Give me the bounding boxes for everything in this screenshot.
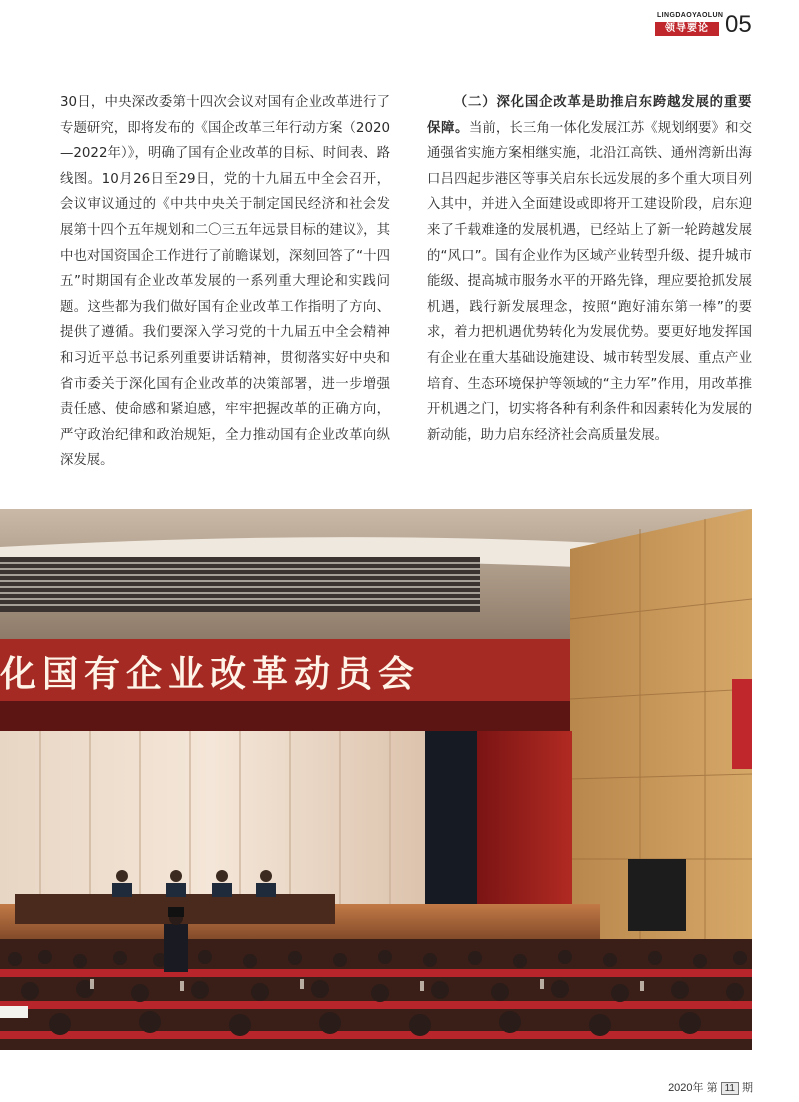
issue-year: 2020年 bbox=[668, 1082, 704, 1094]
paragraph-body: 当前，长三角一体化发展江苏《规划纲要》和交通强省实施方案相继实施，北沿江高铁、通州湾新出海口吕四起步港区等事关启东长远发展的多个重大项目列入其中，并进入全面建设或即将开工建设阶段，启东迎来了千载难逢的发展机遇，已经站上了新一轮跨越发展的“风口”。国有企业作为区域产业转型升级、提升城市能级、提高城市服务水平的开路先锋，理应要抢抓发展机遇，践行新发展理念，按照“跑好浦东第一棒”的要求，着力把机遇优势转化为发展优势。要更好地发挥国有企业在重大基础设施建设、城市转型发展、重点产业培育、生态环境保护等领域的“主力军”作用，用改革推开机遇之门，切实将各种有利条件和因素转化为发展的新动能，助力启东经济社会高质量发展。 bbox=[427, 120, 753, 443]
section-name-label: 领导要论 bbox=[655, 22, 719, 36]
section-header bbox=[655, 12, 773, 40]
conference-photo bbox=[0, 509, 752, 1050]
article-column-right bbox=[427, 90, 752, 448]
conference-banner-text: 化国有企业改革动员会 bbox=[0, 654, 421, 695]
issue-footer bbox=[668, 1079, 753, 1095]
page-number: 05 bbox=[725, 11, 752, 38]
article-paragraph: 30日，中央深改委第十四次会议对国有企业改革进行了专题研究，即将发布的《国企改革三年行动方案（2020—2022年）》，明确了国有企业改革的目标、时间表、路线图。10月26日至29日，党的十九届五中全会召开，会议审议通过的《中共中央关于制定国民经济和社会发展第十四个五年规划和二〇三五年远景目标的建议》，其中也对国资国企工作进行了前瞻谋划，深刻回答了“十四五”时期国有企业改革发展的一系列重大理论和实践问题。这些都为我们做好国有企业改革工作指明了方向、提供了遵循。我们要深入学习党的十九届五中全会精神和习近平总书记系列重要讲话精神，贯彻落实好中央和省市委关于深化国有企业改革的决策部署，进一步增强责任感、使命感和紧迫感，牢牢把握改革的正确方向，严守政治纪律和政治规矩，全力推动国有企业改革向纵深发展。 bbox=[60, 95, 390, 469]
article-column-left bbox=[60, 90, 390, 474]
issue-di: 第 bbox=[706, 1082, 718, 1094]
section-name-english: LINGDAOYAOLUN bbox=[657, 12, 724, 19]
article-paragraph bbox=[427, 90, 752, 448]
section-lead: （二）深化国企改革是助推启东跨越发展的重要保障。 bbox=[427, 94, 752, 136]
issue-number: 11 bbox=[721, 1082, 739, 1095]
issue-qi: 期 bbox=[742, 1082, 753, 1094]
